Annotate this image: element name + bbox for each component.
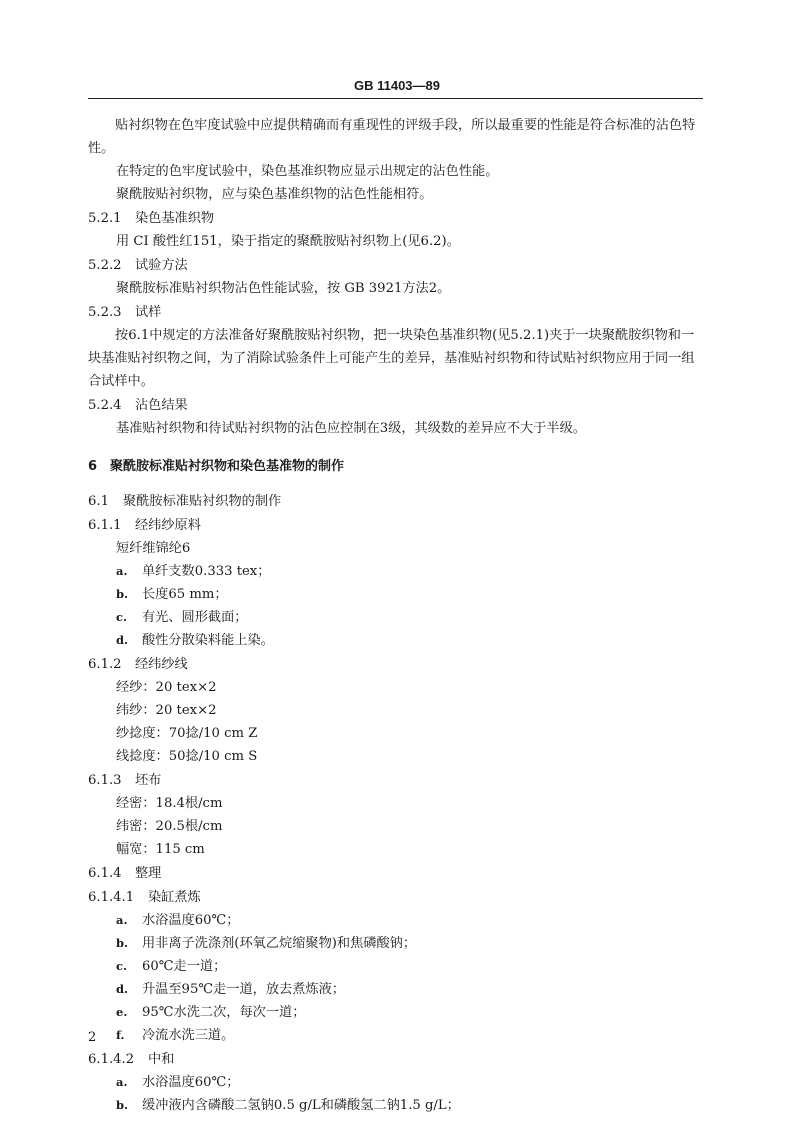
clause-number: 6.1.4.2 xyxy=(88,1052,135,1067)
clause-number: 6.1.2 xyxy=(88,657,122,672)
list-item xyxy=(88,955,703,978)
clause-number: 6.1.3 xyxy=(88,773,122,788)
paragraph: 贴衬织物在色牢度试验中应提供精确而有重现性的评级手段，所以最重要的性能是符合标准的沾色特性。 xyxy=(88,118,696,156)
list-item xyxy=(88,1001,703,1024)
list-item-letter: e. xyxy=(116,1005,128,1019)
clause-number: 5.2.2 xyxy=(88,258,122,273)
list-item-letter: b. xyxy=(116,587,129,601)
list-item-text: 60℃走一道； xyxy=(142,959,227,974)
clause-heading xyxy=(88,207,703,230)
list-item-letter: c. xyxy=(116,959,128,973)
list-item-text: 缓冲液内含磷酸二氢钠0.5 g/L和磷酸氢二钠1.5 g/L； xyxy=(142,1098,460,1113)
header-divider xyxy=(88,98,703,99)
indented-line: 用 CI 酸性红151，染于指定的聚酰胺贴衬织物上(见6.2)。 xyxy=(116,234,460,249)
list-item xyxy=(88,909,703,932)
clause-heading xyxy=(88,769,703,792)
clause-title: 聚酰胺标准贴衬织物的制作 xyxy=(123,494,282,509)
clause-title: 染色基准织物 xyxy=(135,211,215,226)
clause-title: 试样 xyxy=(135,305,162,320)
list-item-text: 水浴温度60℃； xyxy=(142,1075,240,1090)
list-item xyxy=(88,606,703,629)
paragraph: 按6.1中规定的方法准备好聚酰胺贴衬织物，把一块染色基准织物(见5.2.1)夹于一块聚酰胺织物和一块基准贴衬织物之间，为了消除试验条件上可能产生的差异，基准贴衬织物和待试贴衬织物应用于同一组合试样中。 xyxy=(88,328,695,389)
document-body xyxy=(88,114,703,1117)
clause-number: 6.1.4 xyxy=(88,866,122,881)
list-item-text: 用非离子洗涤剂(环氧乙烷缩聚物)和焦磷酸钠； xyxy=(142,936,417,951)
list-item-text: 长度65 mm； xyxy=(142,587,228,602)
clause-heading xyxy=(88,886,703,909)
section-heading xyxy=(88,455,703,478)
clause-title: 试验方法 xyxy=(135,258,188,273)
list-item xyxy=(88,1024,703,1047)
clause-heading xyxy=(88,301,703,324)
list-item xyxy=(88,1071,703,1094)
list-item-text: 单纤支数0.333 tex； xyxy=(142,564,271,579)
clause-title: 沾色结果 xyxy=(135,398,188,413)
list-item-letter: f. xyxy=(116,1028,125,1042)
list-item-letter: a. xyxy=(116,1075,128,1089)
list-item-text: 95℃水洗二次，每次一道； xyxy=(142,1005,306,1020)
list-item-letter: a. xyxy=(116,564,128,578)
list-item xyxy=(88,629,703,652)
clause-heading xyxy=(88,1048,703,1071)
clause-number: 5.2.3 xyxy=(88,305,122,320)
clause-number: 5.2.1 xyxy=(88,211,122,226)
indented-line: 聚酰胺贴衬织物，应与染色基准织物的沾色性能相符。 xyxy=(116,187,433,202)
list-item-text: 升温至95℃走一道，放去煮炼液； xyxy=(142,982,345,997)
list-item-text: 有光、圆形截面； xyxy=(142,610,248,625)
indented-line: 线捻度：50捻/10 cm S xyxy=(116,749,258,764)
list-item-letter: b. xyxy=(116,1098,129,1112)
clause-heading xyxy=(88,862,703,885)
indented-line: 纬密：20.5根/cm xyxy=(116,819,223,834)
indented-line: 纱捻度：70捻/10 cm Z xyxy=(116,726,258,741)
list-item-letter: d. xyxy=(116,633,129,647)
indented-line: 在特定的色牢度试验中，染色基准织物应显示出规定的沾色性能。 xyxy=(116,164,499,179)
list-item xyxy=(88,978,703,1001)
list-item xyxy=(88,560,703,583)
indented-line: 幅宽：115 cm xyxy=(116,842,205,857)
clause-heading xyxy=(88,490,703,513)
clause-number: 6.1.4.1 xyxy=(88,890,135,905)
indented-line: 经密：18.4根/cm xyxy=(116,796,223,811)
clause-heading xyxy=(88,653,703,676)
list-item-letter: a. xyxy=(116,913,128,927)
clause-heading xyxy=(88,394,703,417)
clause-title: 整理 xyxy=(135,866,162,881)
list-item xyxy=(88,932,703,955)
list-item-letter: b. xyxy=(116,936,129,950)
clause-number: 6.1.1 xyxy=(88,518,122,533)
indented-line: 聚酰胺标准贴衬织物沾色性能试验，按 GB 3921方法2。 xyxy=(116,281,451,296)
clause-title: 染缸煮炼 xyxy=(148,890,201,905)
section-title: 聚酰胺标准贴衬织物和染色基准物的制作 xyxy=(110,459,345,474)
clause-title: 经纬纱线 xyxy=(135,657,188,672)
section-number: 6 xyxy=(88,459,98,474)
clause-heading xyxy=(88,254,703,277)
list-item-text: 酸性分散染料能上染。 xyxy=(142,633,274,648)
clause-heading xyxy=(88,514,703,537)
indented-line: 经纱：20 tex×2 xyxy=(116,680,217,695)
list-item xyxy=(88,583,703,606)
list-item-text: 水浴温度60℃； xyxy=(142,913,240,928)
indented-line: 短纤维锦纶6 xyxy=(116,541,191,556)
list-item xyxy=(88,1094,703,1117)
clause-title: 中和 xyxy=(148,1052,175,1067)
indented-line: 基准贴衬织物和待试贴衬织物的沾色应控制在3级，其级数的差异应不大于半级。 xyxy=(116,421,586,436)
page-number: 2 xyxy=(88,1030,97,1045)
list-item-text: 冷流水洗三道。 xyxy=(142,1028,235,1043)
list-item-letter: c. xyxy=(116,610,128,624)
clause-title: 经纬纱原料 xyxy=(135,518,201,533)
clause-number: 5.2.4 xyxy=(88,398,122,413)
clause-number: 6.1 xyxy=(88,494,109,509)
clause-title: 坯布 xyxy=(135,773,162,788)
list-item-letter: d. xyxy=(116,982,129,996)
document-header: GB 11403—89 xyxy=(353,78,440,93)
indented-line: 纬纱：20 tex×2 xyxy=(116,703,217,718)
